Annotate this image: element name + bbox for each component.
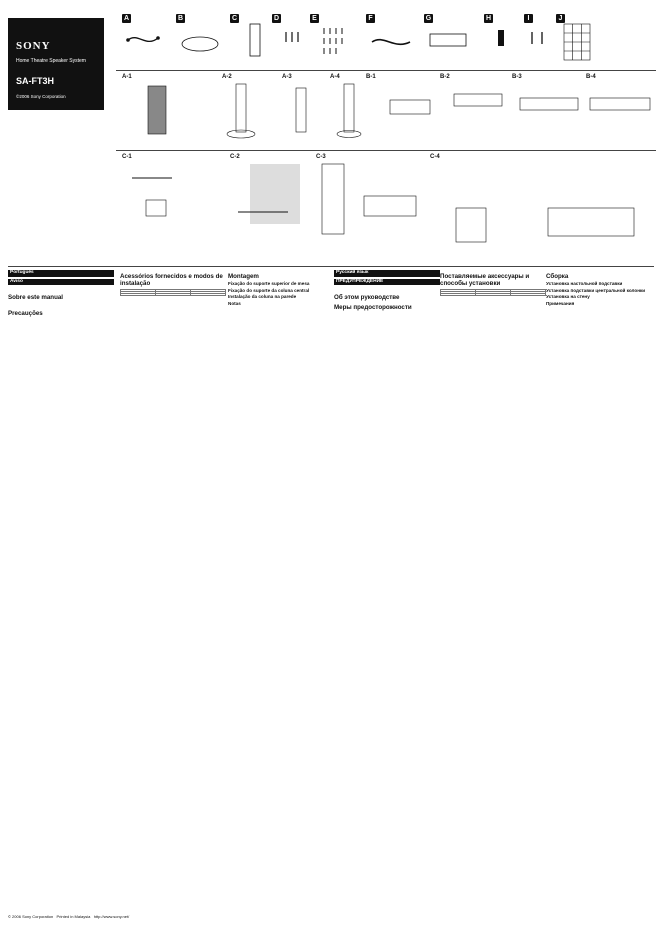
column-ru-3 [546, 270, 652, 307]
heading-instalacao-parede: Instalação da coluna na parede [228, 294, 297, 300]
website-link[interactable]: http://www.sony.net/ [93, 914, 130, 919]
figure-c1: C-1 [122, 154, 222, 254]
figure-a4: A-4 [330, 74, 370, 144]
part-d: D [272, 14, 320, 62]
heading-fixacao-sup: Fixação do suporte superior de mesa [228, 281, 310, 286]
center-speaker-illustration [366, 74, 436, 144]
wall-mount-diagram [230, 154, 310, 254]
heading-postavlyaemye: Поставляемые аксессуары и способы установки [440, 273, 530, 287]
figure-c4: C-4 [430, 154, 656, 254]
speaker-illustration [282, 74, 322, 144]
language-label-pt: Português [8, 270, 114, 277]
divider [116, 150, 656, 151]
part-h: H [484, 14, 532, 62]
heading-ustanovka-central: Установка подставки центральной колонки [546, 287, 646, 293]
figure-c2: C-2 [230, 154, 310, 254]
speaker-illustration [122, 74, 182, 144]
figure-b2: B-2 [440, 74, 506, 144]
column-pt-1 [8, 270, 114, 319]
heading-ustanovka-podstavki: Установка настольной подставки [546, 281, 623, 286]
part-c: C [230, 14, 278, 62]
part-j: J [556, 14, 604, 62]
figure-a2: A-2 [222, 74, 268, 144]
product-code: ©2006 Sony Corporation [16, 94, 66, 99]
divider [116, 70, 656, 71]
part-g: G [424, 14, 472, 62]
heading-sborka: Сборка [546, 273, 569, 280]
heading-aviso: Aviso [8, 279, 114, 286]
footer [8, 914, 129, 919]
product-subtitle: Home Theatre Speaker System [16, 58, 86, 64]
heading-ob-etom: Об этом руководстве [334, 294, 400, 302]
divider [8, 266, 654, 267]
language-label-ru: Русский язык [334, 270, 440, 277]
brand-block [8, 18, 104, 110]
center-speaker-illustration [512, 74, 582, 144]
heading-preduprezhdenie: ПРЕДУПРЕЖДЕНИЕ [334, 279, 440, 286]
speaker-illustration [222, 74, 268, 144]
column-pt-2 [120, 270, 226, 299]
sony-logo: SONY [16, 40, 51, 52]
wall-screw-diagram [122, 154, 222, 254]
part-a [122, 14, 170, 62]
figure-b1: B-1 [366, 74, 436, 144]
heading-mery: Меры предосторожности [334, 304, 412, 312]
part-badge: A [123, 15, 130, 22]
figure-c3: C-3 [316, 154, 426, 254]
center-speaker-illustration [586, 74, 656, 144]
column-ru-2 [440, 270, 546, 299]
figure-b4: B-4 [586, 74, 656, 144]
figure-a1: A-1 [122, 74, 182, 144]
figure-a3: A-3 [282, 74, 322, 144]
part-f: F [366, 14, 414, 62]
accessories-table [120, 289, 226, 296]
part-e: E [310, 14, 358, 62]
part-i: I [524, 14, 572, 62]
heading-primechaniya: Примечания [546, 300, 575, 306]
heading-precaucoes: Precauções [8, 310, 43, 318]
heading-acessorios: Acessórios fornecidos e modos de instalação [120, 273, 223, 287]
column-pt-3 [228, 270, 334, 307]
wall-mount-diagram [430, 154, 656, 254]
figure-b3: B-3 [512, 74, 582, 144]
heading-sobre: Sobre este manual [8, 294, 64, 302]
heading-fixacao-central: Fixação do suporte da coluna central [228, 287, 310, 293]
speaker-illustration [330, 74, 370, 144]
copyright: © 2006 Sony Corporation [8, 914, 54, 919]
part-b: B [176, 14, 224, 62]
printed-in: Printed in Malaysia [56, 914, 91, 919]
column-ru-1 [334, 270, 440, 313]
wall-mount-diagram [316, 154, 426, 254]
heading-montagem: Montagem [228, 273, 259, 280]
accessories-table-ru [440, 289, 546, 296]
heading-notas: Notas [228, 300, 241, 306]
center-speaker-illustration [440, 74, 506, 144]
model-number: SA-FT3H [16, 76, 54, 86]
heading-ustanovka-stena: Установка на стену [546, 294, 590, 300]
